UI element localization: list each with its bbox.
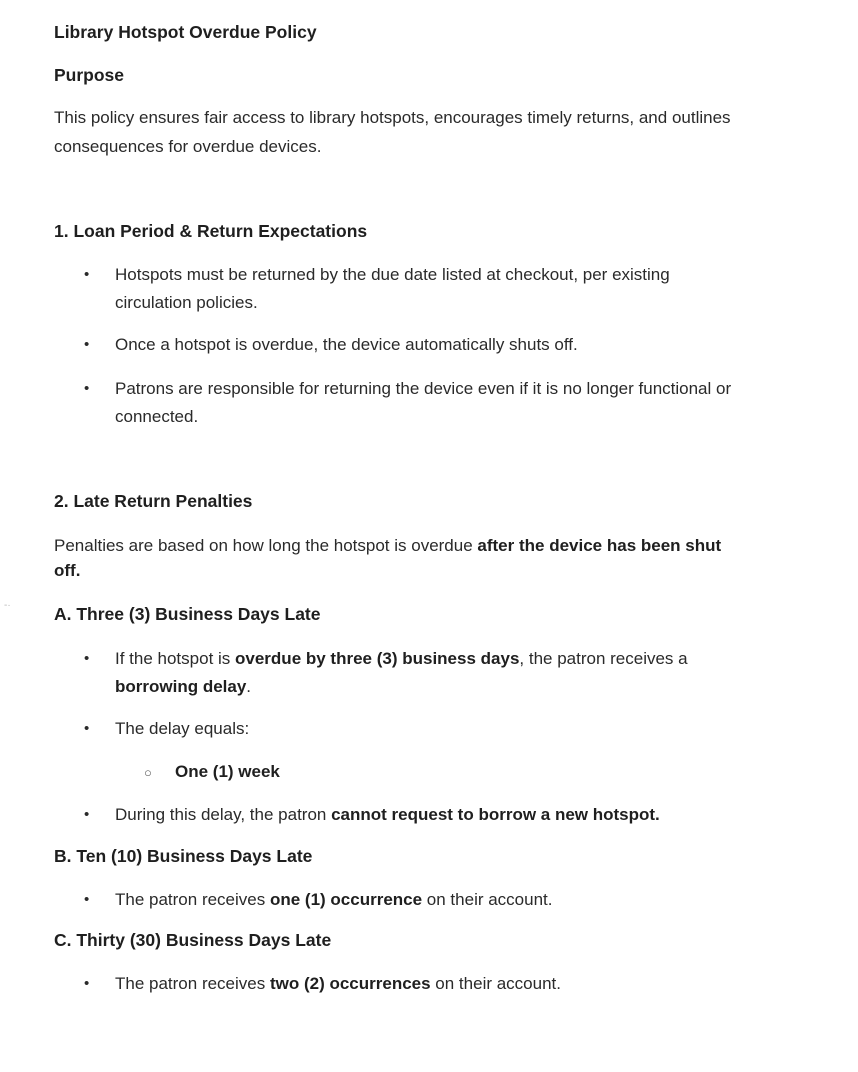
bullet-glyph: • [84,891,90,908]
policy-document: Library Hotspot Overdue Policy Purpose This policy ensures fair access to library hotspots, encourages timely returns, and outlines consequences for overdue devices. 1. Loan Period & Return Expectations • Hotspots must be returned by the due date listed at checkout, per existing circulation policies. • Once a hotspot is overdue, the device automatically shuts off. • Patrons are responsible for returning the device even if it is no longer functional or connected. 2. Late Return Penalties Penalties are based on how long the hotspot is overdue after the device has been shut off. -· A. Three (3) Business Days Late • If the hotspot is overdue by three (3) business days, the patron receives a borrowing delay. • The delay equals: ○ One (1) week • During this delay, the patron cannot request to borrow a new hotspot. B. Ten (10) Business Days Late • The patron receives one (1) occurrence on their account. C. Thirty (30) Business Days Late • The patron receives two (2) occurrences on their account. [0,0,858,1072]
list-item-text: connected. [115,407,199,426]
sub-list-item-text: One (1) week [175,762,280,781]
scan-speck: -· [4,600,11,611]
bullet-glyph: • [84,266,90,283]
subsection-c-heading: C. Thirty (30) Business Days Late [54,930,332,950]
list-item-text: Patrons are responsible for returning the device even if it is no longer functional or [115,379,732,398]
subsection-b-heading: B. Ten (10) Business Days Late [54,846,313,866]
bullet-glyph: • [84,720,90,737]
subsection-a-heading: A. Three (3) Business Days Late [54,604,321,624]
purpose-text-line-2: consequences for overdue devices. [54,137,322,156]
bullet-glyph: • [84,336,90,353]
bullet-glyph: • [84,380,90,397]
purpose-heading: Purpose [54,65,125,85]
bullet-glyph: • [84,650,90,667]
list-item-text: Once a hotspot is overdue, the device automatically shuts off. [115,335,578,354]
list-item-text: circulation policies. [115,293,258,312]
document-title: Library Hotspot Overdue Policy [54,22,317,42]
bullet-glyph: • [84,975,90,992]
section-2-heading: 2. Late Return Penalties [54,491,253,511]
section-2-intro-line-1: Penalties are based on how long the hotspot is overdue after the device has been shut [54,536,722,555]
purpose-text-line-1: This policy ensures fair access to library hotspots, encourages timely returns, and outlines [54,108,731,127]
sub-bullet-glyph: ○ [144,765,152,780]
list-item-text: The delay equals: [115,719,250,738]
section-1-heading: 1. Loan Period & Return Expectations [54,221,368,241]
bullet-glyph: • [84,806,90,823]
section-2-intro-line-2: off. [54,561,81,580]
list-item-text: Hotspots must be returned by the due date listed at checkout, per existing [115,265,670,284]
